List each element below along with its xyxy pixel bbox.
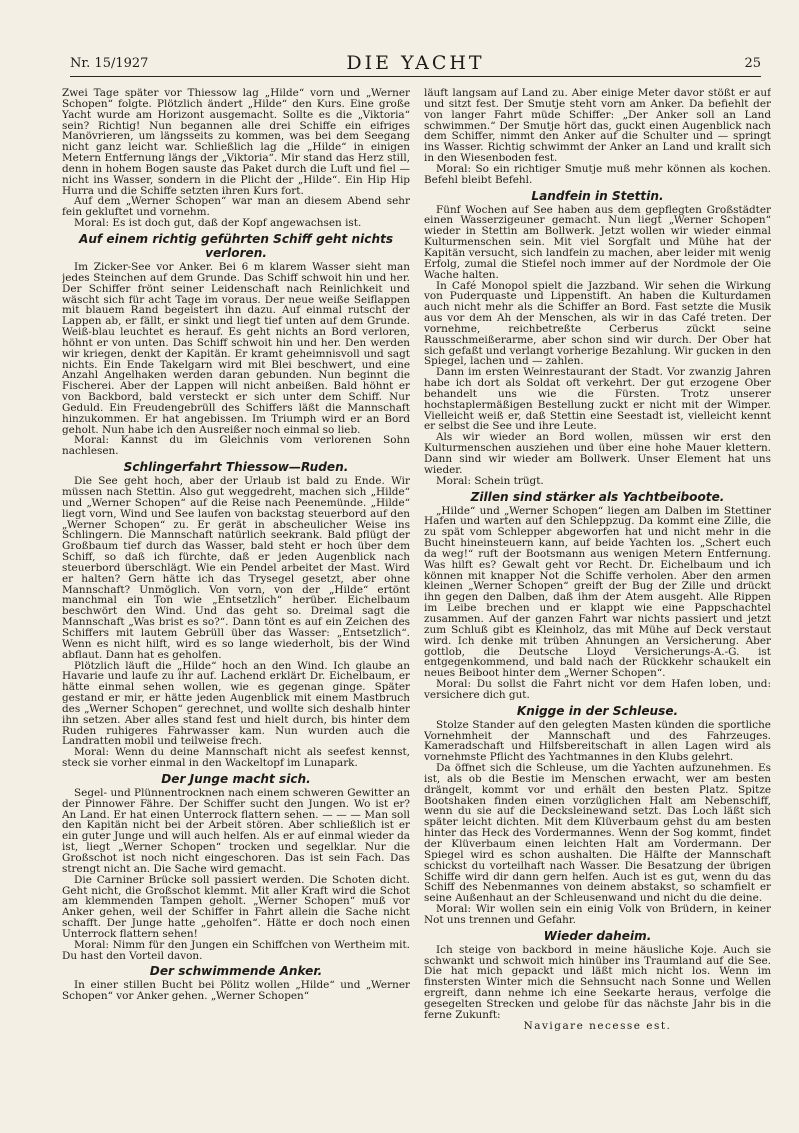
- paragraph: Auf dem „Werner Schopen“ war man an diesem Abend sehr fein gekluftet und vornehm.: [62, 195, 410, 219]
- section-heading: Der Junge macht sich.: [161, 771, 311, 786]
- moral-line: Moral: Du sollst die Fahrt nicht vor dem Hafen loben, und: versichere dich gut.: [424, 678, 771, 701]
- paragraph: Stolze Stander auf den gelegten Masten künden die sportliche Vornehmheit der Mannschaft und des Fahrzeuges. Kameradschaft und Hilfsbereitschaft in allen Lagen wird als vornehmste Pflicht des Yachtmannes in den Klubs gelehrt.: [424, 718, 771, 764]
- paragraph: Als wir wieder an Bord wollen, müssen wir erst den Kulturmenschen ausziehen und über eine hohe Mauer klettern. Dann sind wir wieder am Bollwerk. Unser Element hat uns wieder.: [424, 431, 771, 476]
- moral-line: Moral: Wenn du deine Mannschaft nicht als seefest kennst, steck sie vorher einmal in den Wackeltopf im Lunapark.: [62, 746, 410, 770]
- paragraph: Ich steige von backbord in meine häusliche Koje. Auch sie schwankt und schwoit mich hinüber ins Traumland auf die See. Die hat mich gepackt und läßt mich nicht los. Wenn im finstersten Winter mich die Sehnsucht nach Sonne und Wellen ergreift, dann nehme ich eine Seekarte heraus, verfolge die gesegelten Strecken und gelobe für das nächste Jahr bis in die ferne Zukunft:: [424, 943, 771, 1021]
- paragraph: In Café Monopol spielt die Jazzband. Wir sehen die Wirkung von Puderquaste und Lippenstift. An haben die Kulturdamen auch nicht mehr als die Schiffer an Bord. Fast setzte die Musik aus vor dem Ah der Menschen, als wir in das Café treten. Der vornehme, reichbetreßte Cerberus zückt seine Rausschmeißerarme, aber schon sind wir durch. Der Ober hat sich gefaßt und verlangt vorherige Bezahlung. Wir gucken in den Spiegel, lachen und — zahlen.: [424, 279, 771, 368]
- section-heading: Landfein in Stettin.: [531, 188, 664, 203]
- section-heading: Knigge in der Schleuse.: [516, 703, 679, 718]
- magazine-title: DIE YACHT: [346, 52, 485, 74]
- section-heading: Wieder daheim.: [543, 928, 652, 943]
- paragraph: „Hilde“ und „Werner Schopen“ liegen am Dalben im Stettiner Hafen und warten auf den Schleppzug. Da kommt eine Zille, die zu spät vom Schlepper abgeworfen hat und nicht mehr in die Bucht hineinsteuern kann, auf beide Yachten los. „Schert euch da weg!“ ruft der Bootsmann aus wenigen Metern Entfernung. Was hilft es? Gewalt geht vor Recht. Dr. Eichelbaum und ich können mit knapper Not die Schiffe verholen. Aber den armen kleinen „Werner Schopen“ greift der Bug der Zille und drückt ihn gegen den Dalben, daß ihm der Atem ausgeht. Alle Rippen im Leibe brechen und er klappt wie eine Pappschachtel zusammen. Auf der ganzen Fahrt war nichts passiert und jetzt zum Schluß gibt es Kleinholz, das mit Mühe auf Deck verstaut wird. Ich denke mit trüben Ahnungen an Versicherung. Aber gottlob, die Deutsche Lloyd Versicherungs-A.-G. ist entgegenkommend, und bald nach der Rückkehr schaukelt ein neues Beiboot hinter dem „Werner Schopen“.: [424, 504, 771, 680]
- right-column: [424, 88, 771, 1118]
- moral-line: Moral: Wir wollen sein ein einig Volk von Brüdern, in keiner Not uns trennen und Gefahr.: [424, 903, 771, 926]
- paragraph: Die See geht hoch, aber der Urlaub ist bald zu Ende. Wir müssen nach Stettin. Also gut weggedreht, machen sich „Hilde“ und „Werner Schopen“ auf die Reise nach Peenemünde. „Hilde“ liegt vorn, Wind und See laufen von backstag steuerbord auf den „Werner Schopen“ zu. Er gerät in abscheulicher Weise ins Schlingern. Die Mannschaft natürlich seekrank. Bald pflügt der Großbaum tief durch das Wasser, bald steht er hoch über dem Schiff, so daß ich fürchte, daß er jeden Augenblick nach steuerbord überschlägt. Wie ein Pendel arbeitet der Mast. Wird er halten? Gern hätte ich das Trysegel gesetzt, aber ohne Mannschaft? Unmöglich. Von vorn, von der „Hilde“ ertönt manchmal ein Ton wie „Entsetzlich“ herüber. Eichelbaum beschwört den Wind. Und das geht so. Dreimal sagt die Mannschaft „Was brist es so?“. Dann tönt es auf ein Zeichen des Schiffers mit lautem Gebrüll über das Wasser: „Entsetzlich“. Wenn es nicht hilft, wird es so lange wiederholt, bis der Wind abflaut. Dann hat es geholfen.: [62, 475, 410, 661]
- paragraph: Zwei Tage später vor Thiessow lag „Hilde“ vorn und „Werner Schopen“ folgte. Plötzlich ändert „Hilde“ den Kurs. Eine große Yacht wurde am Horizont ausgemacht. Sollte es die „Viktoria“ sein? Richtig! Nun begannen alle drei Schiffe ein eifriges Manövrieren, um längsseits zu kommen, was bei dem Seegang nicht ganz leicht war. Schließlich lag die „Hilde“ in einigen Metern Entfernung längs der „Viktoria“. Mir stand das Herz still, denn in hohem Bogen sauste das Paket durch die Luft und fiel — nicht ins Wasser, sondern in die Plicht der „Hilde“. Ein Hip Hip Hurra und die Schiffe setzten ihren Kurs fort.: [62, 88, 410, 197]
- section-heading: Auf einem richtig geführten Schiff geht nichts verloren.: [78, 231, 394, 260]
- paragraph: Fünf Wochen auf See haben aus dem gepflegten Großstädter einen Wasserzigeuner gemacht. Nun liegt „Werner Schopen“ wieder in Stettin am Bollwerk. Jetzt wollen wir wieder einmal Kulturmenschen sein. Mit viel Sorgfalt und Mühe hat der Kapitän versucht, sich landfein zu machen, aber leider mit wenig Erfolg, zumal die Stiefel noch immer auf der Nordmole der Oie Wache halten.: [424, 203, 771, 281]
- left-column: [62, 88, 410, 1118]
- moral-line: Moral: So ein richtiger Smutje muß mehr können als kochen. Befehl bleibt Befehl.: [424, 162, 771, 186]
- section-heading: Schlingerfahrt Thiessow—Ruden.: [123, 460, 349, 475]
- moral-line: Moral: Schein trügt.: [436, 474, 544, 487]
- closing-motto: Navigare necesse est.: [523, 1019, 672, 1032]
- paragraph: Segel- und Plünnentrocknen nach einem schweren Gewitter an der Pinnower Fähre. Der Schiffer sucht den Jungen. Wo ist er? An Land. Er hat einen Unterrock flattern sehen. — — — Man soll den Kapitän nicht bei der Arbeit stören. Aber schließlich ist er ein guter Junge und will auch helfen. Als er auf einmal wieder da ist, liegt „Werner Schopen“ trocken und segelklar. Nur die Großschot ist noch nicht eingeschoren. Das ist sein Fach. Das strengt nicht an. Die Sache wird gemacht.: [62, 786, 410, 875]
- paragraph: In einer stillen Bucht bei Pölitz wollen „Hilde“ und „Werner Schopen“ vor Anker gehen. „Werner Schopen“: [62, 979, 410, 1003]
- moral-line: Moral: Kannst du im Gleichnis vom verlorenen Sohn nachlesen.: [62, 434, 410, 458]
- paragraph: Die Carniner Brücke soll passiert werden. Die Schoten dicht. Geht nicht, die Großschot klemmt. Mit aller Kraft wird die Schot am klemmenden Tampen geholt. „Werner Schopen“ muß vor Anker gehen, weil der Schiffer in Fahrt allein die Sache nicht schafft. Der Junge hatte „geholfen“. Hätte er doch noch einen Unterrock flattern sehen!: [62, 873, 410, 940]
- issue-number: Nr. 15/1927: [70, 56, 149, 71]
- paragraph: läuft langsam auf Land zu. Aber einige Meter davor stößt er auf und sitzt fest. Der Smutje steht vorn am Anker. Da befiehlt der von langer Fahrt müde Schiffer: „Der Anker soll an Land schwimmen.“ Der Smutje hört das, guckt einen Augenblick nach dem Schiffer, nimmt den Anker auf die Schulter und — springt ins Wasser. Richtig schwimmt der Anker an Land und krallt sich in den Wiesenboden fest.: [424, 88, 771, 165]
- moral-line: Moral: Es ist doch gut, daß der Kopf angewachsen ist.: [74, 217, 362, 230]
- paragraph: Plötzlich läuft die „Hilde“ hoch an den Wind. Ich glaube an Havarie und laufe zu ihr auf. Lachend erklärt Dr. Eichelbaum, er hätte einmal sehen wollen, wie es gegenan ginge. Später gestand er mir, er hätte jeden Augenblick mit einem Mastbruch des „Werner Schopen“ gerechnet, und wollte sich deshalb hinter ihn setzen. Aber alles stand fest und hielt durch, bis hinter dem Ruden ruhigeres Fahrwasser kam. Nun wurden auch die Landratten mobil und teilweise frech.: [62, 659, 410, 748]
- section-heading: Zillen sind stärker als Yachtbeiboote.: [470, 489, 725, 504]
- paragraph: Im Zicker-See vor Anker. Bei 6 m klarem Wasser sieht man jedes Steinchen auf dem Grunde. Das Schiff schwoit hin und her. Der Schiffer frönt seiner Leidenschaft nach Reinlichkeit und wäscht sich für acht Tage im voraus. Der neue weiße Seiflappen mit blauem Rand begeistert ihn dazu. Auf einmal rutscht der Lappen ab, er fällt, er sinkt und liegt tief unten auf dem Grunde. Weiß-blau leuchtet es herauf. Es geht nichts an Bord verloren, höhnt er von unten. Das Schiff schwoit hin und her. Den werden wir kriegen, denkt der Kapitän. Er kramt geheimnisvoll und sagt nichts. Ein Ende Takelgarn wird mit Blei beschwert, und eine Anzahl Angelhaken werden daran gebunden. Nun beginnt die Fischerei. Aber der Lappen will nicht anbeißen. Bald höhnt er von Backbord, bald versteckt er sich unter dem Schiff. Nur Geduld. Ein Freudengebrüll des Schiffers läßt die Mannschaft hinzukommen. Er hat angebissen. Im Triumph wird er an Bord geholt. Nun habe ich den Ausreißer noch einmal so lieb.: [62, 260, 410, 436]
- paragraph: Dann im ersten Weinrestaurant der Stadt. Vor zwanzig Jahren habe ich dort als Soldat oft verkehrt. Der gut erzogene Ober behandelt uns wie die Fürsten. Trotz unserer hochstaplermäßigen Bestellung zuckt er nicht mit der Wimper. Vielleicht weiß er, daß Stettin eine Seestadt ist, vielleicht kennt er selbst die See und ihre Leute.: [424, 366, 771, 433]
- page-number: 25: [744, 56, 761, 71]
- page-header: [70, 52, 761, 77]
- moral-line: Moral: Nimm für den Jungen ein Schiffchen von Wertheim mit. Du hast den Vorteil davon.: [62, 938, 410, 962]
- section-heading: Der schwimmende Anker.: [149, 964, 323, 979]
- paragraph: Da öffnet sich die Schleuse, um die Yachten aufzunehmen. Es ist, als ob die Bestie im Menschen erwacht, wer am besten drängelt, kommt vor und erhält den besten Platz. Spitze Bootshaken finden einen vorzüglichen Halt am Nebenschiff, wenn du sie auf die Decksleinewand setzt. Das Loch läßt sich später leicht dichten. Mit dem Klüverbaum gehst du am besten hinter das Heck des Vordermannes. Wenn der Sog kommt, findet der Klüverbaum einen leichten Halt am Vordermann. Der Spiegel wird es schon aushalten. Die Hälfte der Mannschaft schickst du vorteilhaft nach Wasser. Die Besatzung der übrigen Schiffe wird dir dann gern helfen. Auch ist es gut, wenn du das Schiff des Nebenmannes von deinem abstakst, so schamfielt er seine Außenhaut an der Schleusenwand und nicht du die deine.: [424, 762, 771, 905]
